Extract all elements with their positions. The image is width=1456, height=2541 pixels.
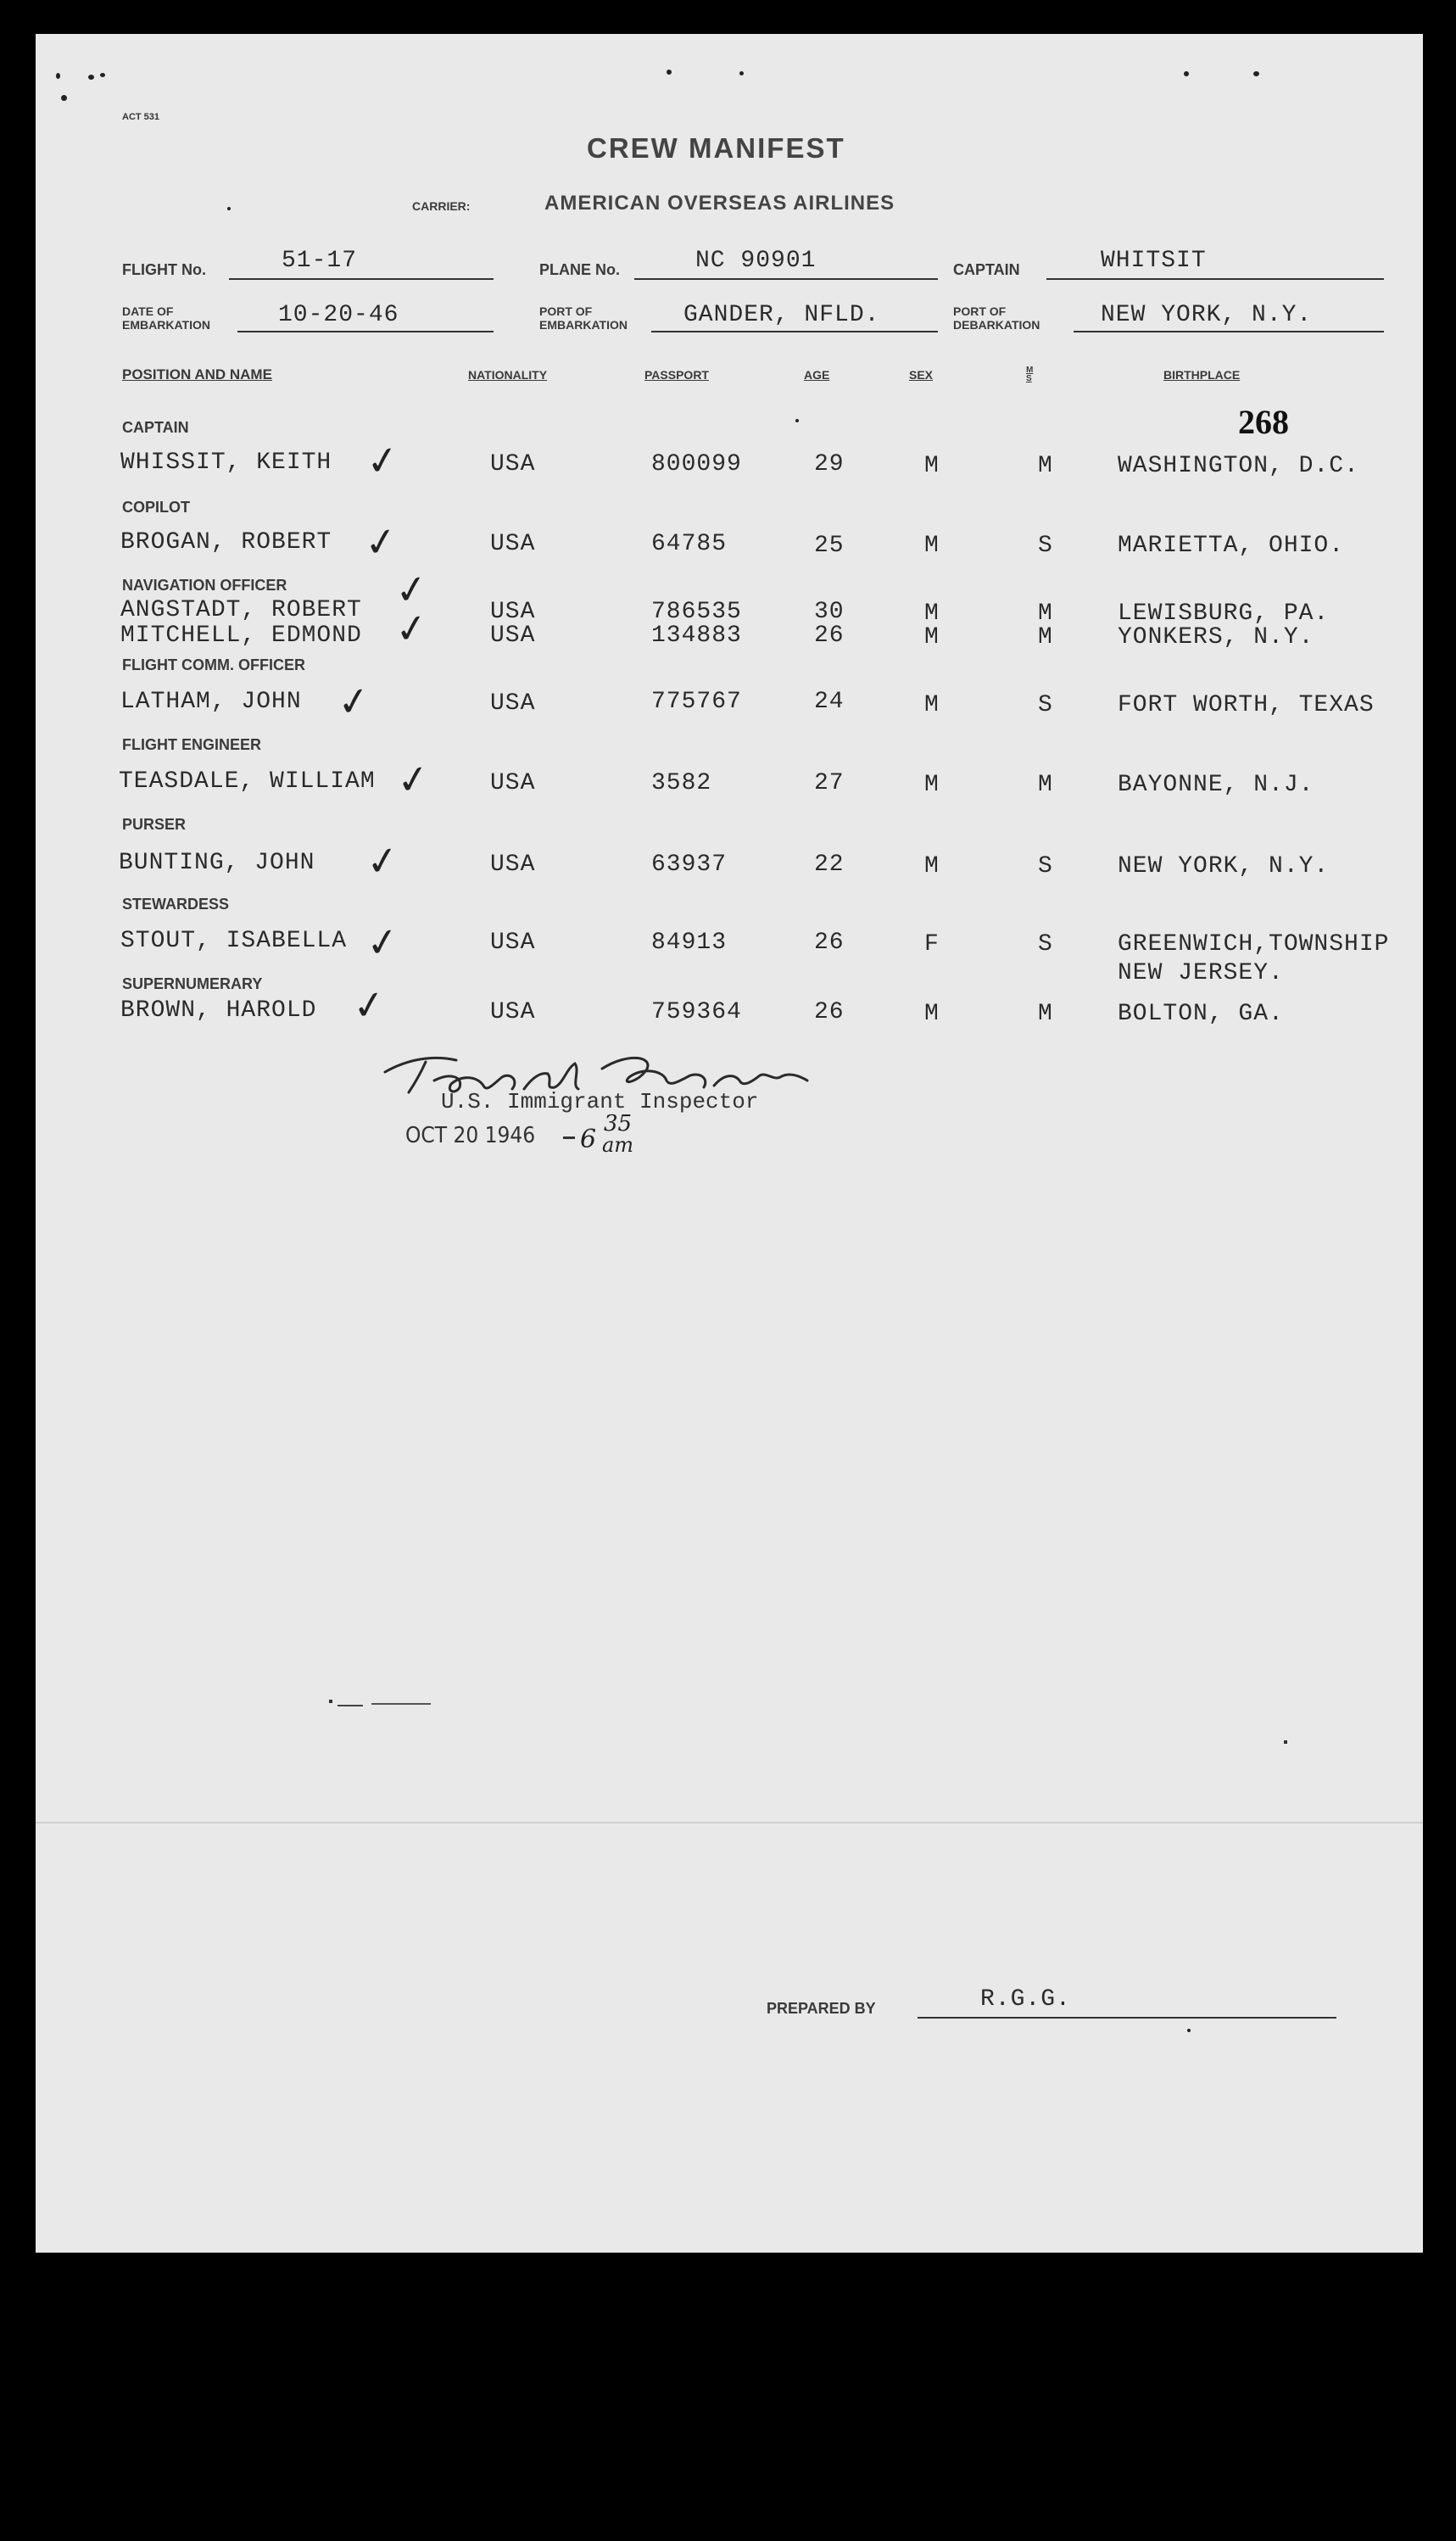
- document-title: CREW MANIFEST: [587, 132, 845, 164]
- check-mark-icon: ✓: [392, 564, 432, 615]
- col-passport: PASSPORT: [644, 368, 709, 382]
- ink-speck: [61, 95, 67, 101]
- check-mark-icon: ✓: [334, 676, 374, 727]
- ink-speck: [667, 70, 672, 75]
- crew-age: 27: [814, 770, 845, 796]
- check-mark-icon: ✓: [363, 835, 403, 886]
- crew-marital-status: M: [1038, 600, 1053, 627]
- crew-sex: M: [924, 624, 940, 651]
- crew-birthplace-line2: NEW JERSEY.: [1118, 960, 1284, 986]
- check-mark-icon: ✓: [361, 517, 401, 567]
- crew-sex: M: [924, 600, 940, 627]
- section-purser: PURSER: [122, 816, 187, 833]
- crew-nationality: USA: [490, 690, 536, 717]
- ink-speck: [88, 75, 94, 80]
- crew-marital-status: M: [1038, 453, 1053, 479]
- inspector-date-stamp: OCT 20 1946: [405, 1123, 536, 1148]
- crew-marital-status: S: [1038, 692, 1053, 718]
- crew-name: LATHAM, JOHN: [120, 689, 302, 715]
- crew-sex: F: [924, 931, 940, 958]
- col-birthplace: BIRTHPLACE: [1163, 368, 1241, 382]
- check-mark-icon: ✓: [392, 603, 432, 654]
- col-position-name: POSITION AND NAME: [122, 366, 272, 383]
- crew-age: 26: [814, 999, 845, 1025]
- manifest-page: [36, 34, 1423, 2253]
- col-nationality: NATIONALITY: [468, 368, 548, 382]
- plane-label: PLANE No.: [539, 261, 621, 278]
- crew-name: WHISSIT, KEITH: [120, 450, 332, 476]
- crew-passport: 775767: [651, 689, 742, 715]
- crew-birthplace: LEWISBURG, PA.: [1118, 600, 1330, 627]
- crew-birthplace: FORT WORTH, TEXAS: [1118, 692, 1375, 718]
- port-debark-value: NEW YORK, N.Y.: [1101, 302, 1313, 328]
- crew-birthplace: BOLTON, GA.: [1118, 1001, 1284, 1027]
- ink-speck: [1184, 71, 1189, 76]
- crew-nationality: USA: [490, 531, 536, 557]
- port-debark-label-2: DEBARKATION: [953, 318, 1040, 332]
- carrier-value: AMERICAN OVERSEAS AIRLINES: [544, 192, 895, 215]
- crew-nationality: USA: [490, 623, 536, 649]
- crew-age: 26: [814, 930, 845, 956]
- crew-birthplace: MARIETTA, OHIO.: [1118, 533, 1345, 559]
- crew-passport: 84913: [651, 930, 728, 956]
- date-label-2: EMBARKATION: [122, 318, 210, 332]
- crew-marital-status: S: [1038, 533, 1053, 559]
- crew-sex: M: [924, 453, 940, 479]
- inspector-time-minutes: 35: [604, 1111, 633, 1136]
- ink-speck: [56, 73, 60, 79]
- port-embark-label-2: EMBARKATION: [539, 318, 628, 332]
- ink-speck: [1253, 71, 1259, 76]
- crew-nationality: USA: [490, 999, 536, 1025]
- crew-name: TEASDALE, WILLIAM: [119, 768, 376, 795]
- inspector-time-ampm: am: [602, 1133, 634, 1157]
- stray-mark: [329, 1700, 332, 1703]
- carrier-label: CARRIER:: [412, 199, 471, 213]
- crew-nationality: USA: [490, 451, 536, 477]
- inspector-time-hour: 6: [580, 1125, 597, 1154]
- stray-mark: [1284, 1740, 1287, 1744]
- crew-birthplace: GREENWICH,TOWNSHIP: [1118, 931, 1390, 958]
- crew-passport: 786535: [651, 599, 742, 625]
- port-embark-label-1: PORT OF: [539, 304, 593, 318]
- crew-age: 26: [814, 623, 845, 649]
- crew-passport: 759364: [651, 999, 742, 1025]
- crew-birthplace: YONKERS, N.Y.: [1118, 624, 1314, 651]
- section-stewardess: STEWARDESS: [122, 896, 230, 913]
- crew-passport: 800099: [651, 451, 742, 477]
- crew-passport: 64785: [651, 531, 728, 557]
- stray-mark: [338, 1705, 363, 1706]
- crew-age: 25: [814, 533, 845, 559]
- captain-value: WHITSIT: [1101, 248, 1207, 274]
- section-navigation-officer: NAVIGATION OFFICER: [122, 577, 287, 594]
- crew-sex: M: [924, 772, 940, 798]
- crew-nationality: USA: [490, 930, 536, 956]
- crew-passport: 134883: [651, 623, 742, 649]
- page-number: 268: [1238, 403, 1289, 441]
- section-copilot: COPILOT: [122, 499, 190, 516]
- crew-name: BUNTING, JOHN: [119, 850, 315, 876]
- crew-passport: 63937: [651, 852, 728, 878]
- port-embark-value: GANDER, NFLD.: [683, 302, 880, 328]
- col-age: AGE: [804, 368, 830, 382]
- crew-marital-status: M: [1038, 772, 1053, 798]
- crew-age: 30: [814, 599, 845, 625]
- ink-speck: [1187, 2029, 1191, 2032]
- crew-marital-status: M: [1038, 1001, 1053, 1027]
- crew-sex: M: [924, 853, 940, 880]
- crew-name: ANGSTADT, ROBERT: [120, 597, 362, 623]
- flight-value: 51-17: [282, 248, 358, 274]
- crew-sex: M: [924, 1001, 940, 1027]
- crew-sex: M: [924, 692, 940, 718]
- crew-marital-status: S: [1038, 931, 1053, 958]
- captain-label: CAPTAIN: [953, 261, 1020, 278]
- stray-mark: [371, 1703, 431, 1705]
- form-code: ACT 531: [122, 112, 160, 122]
- crew-age: 29: [814, 451, 845, 477]
- prepared-by-label: PREPARED BY: [767, 2000, 876, 2017]
- check-mark-icon: ✓: [349, 980, 389, 1030]
- crew-nationality: USA: [490, 599, 536, 625]
- crew-nationality: USA: [490, 770, 536, 796]
- flight-label: FLIGHT No.: [122, 261, 206, 278]
- inspector-title: U.S. Immigrant Inspector: [441, 1089, 759, 1114]
- crew-name: MITCHELL, EDMOND: [120, 623, 362, 649]
- port-debark-label-1: PORT OF: [953, 304, 1007, 318]
- crew-nationality: USA: [490, 852, 536, 878]
- crew-name: BROGAN, ROBERT: [120, 529, 332, 556]
- ink-speck: [795, 419, 799, 422]
- ink-speck: [100, 73, 105, 77]
- crew-name: STOUT, ISABELLA: [120, 928, 348, 954]
- crew-marital-status: M: [1038, 624, 1053, 651]
- plane-value: NC 90901: [695, 248, 817, 274]
- crew-age: 24: [814, 689, 845, 715]
- ink-speck: [227, 207, 231, 210]
- crew-age: 22: [814, 852, 845, 878]
- crew-birthplace: BAYONNE, N.J.: [1118, 772, 1314, 798]
- crew-birthplace: NEW YORK, N.Y.: [1118, 853, 1330, 880]
- col-marital-status: M S: [1026, 366, 1034, 383]
- ink-speck: [739, 71, 744, 75]
- check-mark-icon: ✓: [393, 754, 433, 805]
- date-value: 10-20-46: [278, 302, 399, 328]
- crew-sex: M: [924, 533, 940, 559]
- crew-birthplace: WASHINGTON, D.C.: [1118, 453, 1359, 479]
- section-supernumerary: SUPERNUMERARY: [122, 975, 263, 992]
- section-flight-comm-officer: FLIGHT COMM. OFFICER: [122, 656, 305, 673]
- crew-marital-status: S: [1038, 853, 1053, 880]
- prepared-by-underline: [918, 2017, 1336, 2019]
- prepared-by-value: R.G.G.: [980, 1986, 1071, 2013]
- check-mark-icon: ✓: [363, 435, 403, 486]
- date-label-1: DATE OF: [122, 304, 174, 318]
- check-mark-icon: ✓: [363, 917, 403, 968]
- col-sex: SEX: [909, 368, 934, 382]
- crew-name: BROWN, HAROLD: [120, 997, 317, 1024]
- section-captain: CAPTAIN: [122, 419, 189, 436]
- crew-passport: 3582: [651, 770, 712, 796]
- section-flight-engineer: FLIGHT ENGINEER: [122, 736, 262, 753]
- page-fold: [36, 1822, 1423, 1823]
- inspector-time-dash: [563, 1136, 575, 1139]
